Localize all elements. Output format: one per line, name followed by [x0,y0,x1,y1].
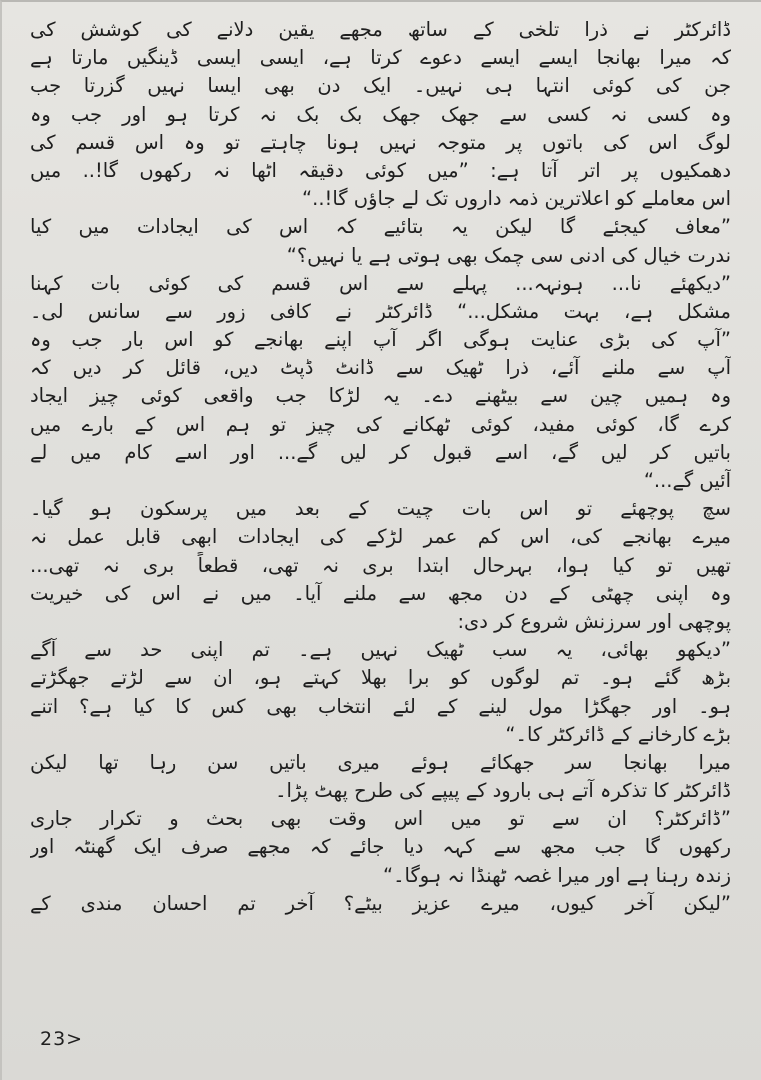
text-line: ندرت خیال کی ادنی سی چمک بھی ہوتی ہے یا نہیں؟“ [286,243,731,267]
text-line: کہ میرا بھانجا ایسے ایسے دعوے کرتا ہے، ایسی ایسی ڈینگیں مارتا ہے [30,46,731,70]
text-line: دھمکیوں پر اتر آتا ہے: ”میں کوئی دقیقہ اٹھا نہ رکھوں گا!.. میں [30,158,731,182]
text-line: لوگ اس کی باتوں پر متوجہ نہیں ہونا چاہتے تو وہ اس قسم کی [30,130,731,154]
text-line: رکھوں گا جب مجھ سے کہہ دیا جائے کہ مجھے صرف ایک گھنٹہ اور [30,835,731,859]
text-line: ڈائرکٹر نے ذرا تلخی کے ساتھ مجھے یقین دلانے کی کوشش کی [30,18,731,41]
text-line: باتیں کر لیں گے، اسے قبول کر لیں گے... اور اسے کام میں لے [30,440,731,464]
text-line: ”معاف کیجئے گا لیکن یہ بتائیے کہ اس کی ایجادات میں کیا [30,215,731,239]
text-line: وہ ہمیں چین سے بیٹھنے دے۔ یہ لڑکا جب واقعی کوئی چیز ایجاد [30,384,731,408]
text-line: ”لیکن آخر کیوں، میرے عزیز بیٹے؟ آخر تم احسان مندی کے [30,891,731,915]
text-line: آئیں گے...“ [643,469,731,492]
text-line: پوچھی اور سرزنش شروع کر دی: [457,609,731,633]
text-line: وہ کسی نہ کسی سے جھک جھک بک بک نہ کرتا ہو اور جب وہ [30,102,731,126]
text-line: آپ سے ملنے آئے، ذرا ٹھیک سے ڈانٹ ڈپٹ دیں، قائل کر دیں کہ [30,356,731,380]
text-line: مشکل ہے، بہت مشکل...“ ڈائرکٹر نے کافی زور سے سانس لی۔ [30,299,731,323]
text-line: بڑھ گئے ہو۔ تم لوگوں کو برا بھلا کہتے ہو، ان سے لڑتے جھگڑتے [30,666,731,690]
text-line: میرے بھانجے کی، اس کم عمر لڑکے کی ایجادات ابھی قابل عمل نہ [30,525,731,549]
text-line: سچ پوچھئے تو اس بات چیت کے بعد میں پرسکون ہو گیا۔ [30,497,731,521]
page-text [30,16,731,918]
text-line: اس معاملے کو اعلاترین ذمہ داروں تک لے جاؤں گا!..“ [302,187,731,211]
text-line: ”دیکھئے نا... ہونہہ... پہلے سے اس قسم کی کوئی بات کہنا [30,271,731,295]
page-number: 23> [40,1028,84,1050]
text-line: ڈائرکٹر کا تذکرہ آتے ہی بارود کے پیپے کی طرح پھٹ پڑا۔ [275,779,731,803]
text-line: جن کی کوئی انتہا ہی نہیں۔ ایک دن بھی ایسا نہیں گزرتا جب [30,74,731,98]
text-line: ”ڈائرکٹر؟ ان سے تو میں اس وقت بھی بحث و تکرار جاری [30,807,731,831]
text-line: زندہ رہنا ہے اور میرا غصہ ٹھنڈا نہ ہوگا۔“ [383,863,731,887]
text-line: میرا بھانجا سر جھکائے ہوئے میری باتیں سن رہا تھا لیکن [30,750,731,774]
text-line: وہ اپنی چھٹی کے دن مجھ سے ملنے آیا۔ میں نے اس کی خیریت [30,581,731,605]
text-line: کرے گا، کوئی مفید، کوئی ٹھکانے کی چیز تو ہم اس کے بارے میں [30,412,731,436]
text-line: بڑے کارخانے کے ڈائرکٹر کا۔“ [505,722,731,746]
text-line: تھیں تو کیا ہوا، بہرحال ابتدا بری نہ تھی، قطعاً بری نہ تھی... [30,553,731,577]
text-line: ”دیکھو بھائی، یہ سب ٹھیک نہیں ہے۔ تم اپنی حد سے آگے [30,638,731,662]
text-line: ”آپ کی بڑی عنایت ہوگی اگر آپ اپنے بھانجے کو اس بار جب وہ [30,328,731,352]
text-line: ہو۔ اور جھگڑا مول لینے کے لئے انتخاب بھی کس کا کیا ہے؟ اتنے [30,694,731,718]
